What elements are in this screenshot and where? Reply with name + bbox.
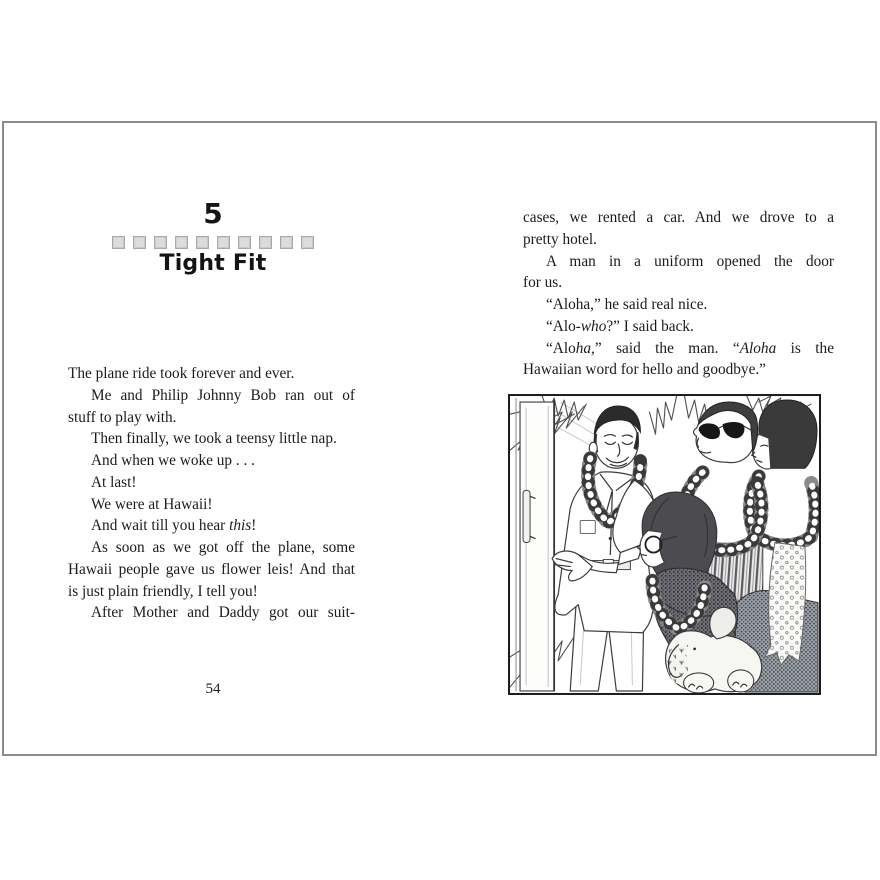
- text-run: Me and Philip Johnny Bob ran out of: [91, 386, 355, 404]
- ornament-square: [175, 236, 188, 249]
- italic-text-run: ha: [575, 339, 592, 357]
- text-run: And when we woke up . . .: [91, 452, 255, 469]
- text-run: is just plain friendly, I tell you!: [68, 582, 258, 600]
- text-line: [523, 359, 834, 381]
- text-run: After Mother and Daddy got our suit-: [91, 604, 355, 622]
- text-run: ,” said the man. “: [591, 339, 740, 357]
- text-line: [523, 229, 834, 251]
- book-scan-frame: [2, 121, 877, 756]
- text-run: And wait till you hear: [91, 517, 230, 535]
- ornament-square: [301, 236, 314, 249]
- text-line: [68, 363, 355, 385]
- door-handle: [523, 490, 530, 542]
- text-run: cases, we rented a car. And we drove to a: [523, 209, 834, 226]
- text-run: stuff to play with.: [68, 408, 177, 426]
- ornament-square: [154, 236, 167, 249]
- chapter-number: 5: [203, 197, 223, 230]
- text-run: ?” I said back.: [606, 317, 694, 335]
- text-line: [68, 581, 355, 603]
- text-run: !: [251, 517, 257, 535]
- text-run: As soon as we got off the plane, some: [91, 539, 355, 556]
- chapter-ornament-squares: [68, 236, 358, 249]
- text-run: Hawaii people gave us flower leis! And that: [68, 560, 355, 578]
- ornament-square: [133, 236, 146, 249]
- ornament-square: [196, 236, 209, 249]
- hotel-door: [516, 398, 554, 691]
- text-run: “Alo-: [546, 317, 581, 335]
- text-run: Then finally, we took a teensy little nap.: [91, 430, 337, 448]
- ornament-square: [112, 236, 125, 249]
- chapter-title: Tight Fit: [159, 251, 267, 276]
- text-run: “Alo: [546, 339, 576, 357]
- page-number: 54: [205, 681, 221, 697]
- text-run: is the: [776, 339, 834, 357]
- text-line: [68, 450, 355, 472]
- text-line: [68, 494, 355, 516]
- text-line: [523, 272, 834, 294]
- text-line: [523, 251, 834, 273]
- text-run: “Aloha,” he said real nice.: [546, 296, 708, 313]
- text-line: [68, 559, 355, 581]
- text-run: The plane ride took forever and ever.: [68, 365, 295, 382]
- text-line: [68, 515, 355, 537]
- left-page-text: [68, 363, 355, 624]
- text-line: [523, 294, 834, 316]
- illustration-drawing: [508, 394, 821, 695]
- text-run: A man in a uniform opened the door: [546, 252, 834, 270]
- text-line: [523, 338, 834, 360]
- text-run: Hawaiian word for hello and goodbye.”: [523, 361, 766, 379]
- text-run: We were at Hawaii!: [91, 495, 213, 513]
- italic-text-run: who: [580, 317, 607, 335]
- text-line: [68, 407, 355, 429]
- text-line: [68, 428, 355, 450]
- italic-text-run: Aloha: [739, 339, 777, 357]
- text-line: [523, 316, 834, 338]
- ornament-square: [238, 236, 251, 249]
- illustration-doorman-greets-family: [508, 394, 821, 695]
- text-line: [68, 602, 355, 624]
- text-run: for us.: [523, 274, 563, 292]
- ornament-square: [259, 236, 272, 249]
- text-run: pretty hotel.: [523, 230, 597, 248]
- text-line: [68, 385, 355, 407]
- text-line: [68, 537, 355, 559]
- italic-text-run: this: [229, 517, 252, 535]
- text-run: At last!: [91, 473, 137, 491]
- text-line: [523, 207, 834, 229]
- right-page-text: [523, 207, 834, 381]
- ornament-square: [217, 236, 230, 249]
- text-line: [68, 472, 355, 494]
- ornament-square: [280, 236, 293, 249]
